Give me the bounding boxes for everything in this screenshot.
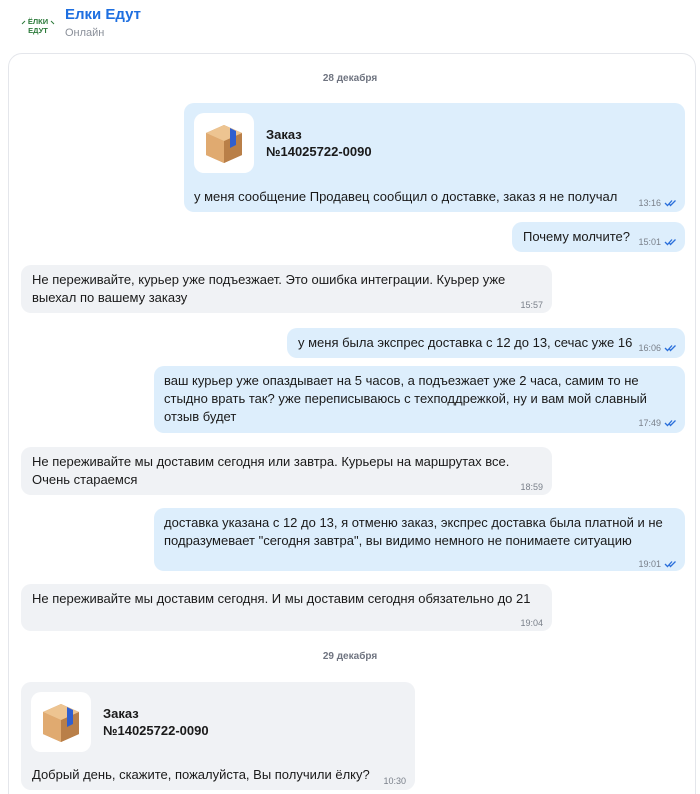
message-bubble-outgoing xyxy=(154,366,685,433)
message-bubble-outgoing xyxy=(184,103,685,212)
message-text: ваш курьер уже опаздывает на 5 часов, а подъезжает уже 2 часа, самим то не стыдно врать так? уже переписываюсь с техподдрежкой, ну и вам мой славный отзыв будет xyxy=(164,373,647,424)
shop-avatar[interactable] xyxy=(17,5,59,47)
order-card[interactable] xyxy=(194,113,372,173)
message-meta xyxy=(638,339,677,357)
message-time: 10:30 xyxy=(383,776,406,786)
message-meta xyxy=(520,614,543,632)
message-meta xyxy=(383,772,406,790)
message-bubble-incoming xyxy=(21,682,415,790)
message-meta xyxy=(520,296,543,314)
message-meta xyxy=(638,233,677,251)
message-time: 15:57 xyxy=(520,300,543,310)
message-text: у меня была экспрес доставка с 12 до 13, сечас уже 16 xyxy=(298,335,633,350)
message-text: Не переживайте, курьер уже подъезжает. Это ошибка интеграции. Куьрер уже выехал по вашему заказу xyxy=(32,272,506,305)
svg-text:ЁЛКИ: ЁЛКИ xyxy=(27,17,49,26)
message-meta xyxy=(638,194,677,212)
double-check-icon xyxy=(664,344,677,352)
message-text: Добрый день, скажите, пожалуйста, Вы получили ёлку? xyxy=(32,767,370,782)
order-card[interactable] xyxy=(31,692,209,752)
date-separator: 28 декабря xyxy=(322,73,378,84)
message-meta xyxy=(638,414,677,432)
order-label: Заказ xyxy=(103,706,139,721)
elki-edut-logo-icon xyxy=(20,15,56,37)
message-bubble-incoming xyxy=(21,447,552,495)
double-check-icon xyxy=(664,560,677,568)
message-time: 17:49 xyxy=(638,418,661,428)
message-bubble-outgoing xyxy=(154,508,685,571)
double-check-icon xyxy=(664,199,677,207)
order-label: Заказ xyxy=(266,127,302,142)
message-text: доставка указана с 12 до 13, я отменю заказ, экспрес доставка была платной и не подразумевает "сегодня завтра", вы видимо немного не понимаете ситуацию xyxy=(164,515,663,548)
message-bubble-outgoing xyxy=(287,328,685,358)
message-text: Почему молчите? xyxy=(523,229,630,244)
message-meta xyxy=(520,478,543,496)
double-check-icon xyxy=(664,238,677,246)
order-number: №14025722-0090 xyxy=(103,723,209,738)
shop-status: Онлайн xyxy=(65,27,105,39)
svg-text:ЕДУТ: ЕДУТ xyxy=(28,26,48,35)
double-check-icon xyxy=(664,419,677,427)
message-time: 15:01 xyxy=(638,237,661,247)
order-number: №14025722-0090 xyxy=(266,144,372,159)
cardboard-box-icon xyxy=(31,692,91,752)
message-time: 16:06 xyxy=(638,343,661,353)
message-text: Не переживайте мы доставим сегодня или завтра. Курьеры на маршрутах все. Очень стараемся xyxy=(32,454,510,487)
date-separator: 29 декабря xyxy=(322,651,378,662)
message-time: 13:16 xyxy=(638,198,661,208)
cardboard-box-icon xyxy=(194,113,254,173)
chat-header xyxy=(0,0,700,52)
message-time: 19:04 xyxy=(520,618,543,628)
message-bubble-incoming xyxy=(21,265,552,313)
message-bubble-outgoing xyxy=(512,222,685,252)
message-time: 19:01 xyxy=(638,559,661,569)
message-bubble-incoming xyxy=(21,584,552,631)
shop-name[interactable]: Елки Едут xyxy=(65,6,142,23)
message-meta xyxy=(638,555,677,573)
message-text: Не переживайте мы доставим сегодня. И мы доставим сегодня обязательно до 21 xyxy=(32,591,531,606)
message-time: 18:59 xyxy=(520,482,543,492)
message-text: у меня сообщение Продавец сообщил о доставке, заказ я не получал xyxy=(194,189,618,204)
